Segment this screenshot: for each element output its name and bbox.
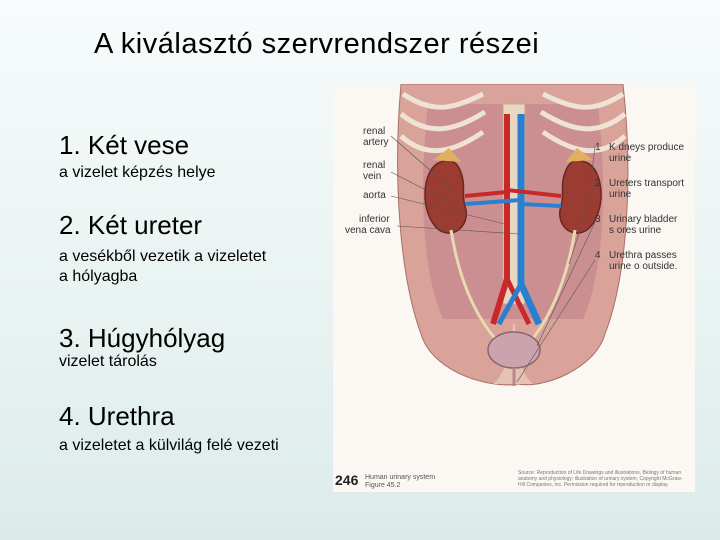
label-4-line-1: Urethra passes xyxy=(609,250,677,261)
item-ureters-desc-line-2: a hólyagba xyxy=(59,268,138,285)
label-num-3: 3 xyxy=(595,214,601,225)
label-ivc-line-1: inferior xyxy=(359,214,390,225)
label-bladder-stores-urine xyxy=(609,214,677,236)
label-2-line-1: Ureters transport xyxy=(609,178,685,189)
urinary-system-illustration xyxy=(333,84,695,492)
item-bladder-desc: vizelet tárolás xyxy=(59,353,157,370)
label-2-line-2: urine xyxy=(609,189,632,200)
figure-number: 246 xyxy=(335,472,359,488)
item-kidneys-desc: a vizelet képzés helye xyxy=(59,164,216,181)
label-ureters-transport-urine xyxy=(609,178,684,200)
item-ureters-desc xyxy=(59,247,266,287)
slide-title: A kiválasztó szervrendszer részei xyxy=(94,28,540,60)
label-renal-vein xyxy=(363,160,385,182)
item-kidneys-title: 1. Két vese xyxy=(59,130,190,160)
figure-caption-line-1: Human urinary system xyxy=(365,474,436,481)
label-4-line-2: urine o outside. xyxy=(609,261,678,272)
item-urethra-desc: a vizeletet a külvilág felé vezeti xyxy=(59,437,279,454)
label-urethra-passes-urine xyxy=(609,250,677,272)
label-inferior-vena-cava xyxy=(345,214,391,236)
label-1-line-2: urine xyxy=(609,153,632,164)
label-num-2: 2 xyxy=(595,178,601,189)
label-num-4: 4 xyxy=(595,250,601,261)
item-ureters-desc-line-1: a vesékből vezetik a vizeletet xyxy=(59,248,267,265)
label-aorta: aorta xyxy=(363,190,386,201)
item-ureters-title: 2. Két ureter xyxy=(59,210,203,240)
figure-caption-line-2: Figure 45.2 xyxy=(365,482,401,489)
label-3-line-2: s ores urine xyxy=(609,225,662,236)
item-urethra-title: 4. Urethra xyxy=(59,401,175,431)
figure-source-text: Source: Reproduction of Life Drawings and illustrations, Biology of human anatomy and physiology; illustration of urinary system, Copyright McGraw-Hill Companies, Inc. Permission required for reproduction or display. xyxy=(518,470,683,488)
figure-caption xyxy=(365,474,435,490)
label-3-line-1: Urinary bladder xyxy=(609,214,678,225)
item-bladder-title: 3. Húgyhólyag xyxy=(59,323,226,353)
label-ivc-line-2: vena cava xyxy=(345,225,391,236)
label-renal-artery-line-1: renal xyxy=(363,126,386,137)
label-renal-vein-line-1: renal xyxy=(363,160,386,171)
label-renal-artery xyxy=(363,126,389,148)
label-renal-vein-line-2: vein xyxy=(363,171,382,182)
label-num-1: 1 xyxy=(595,142,601,153)
label-kidneys-produce-urine xyxy=(609,142,684,164)
label-renal-artery-line-2: artery xyxy=(363,137,389,148)
label-1-line-1: K dneys produce xyxy=(609,142,685,153)
